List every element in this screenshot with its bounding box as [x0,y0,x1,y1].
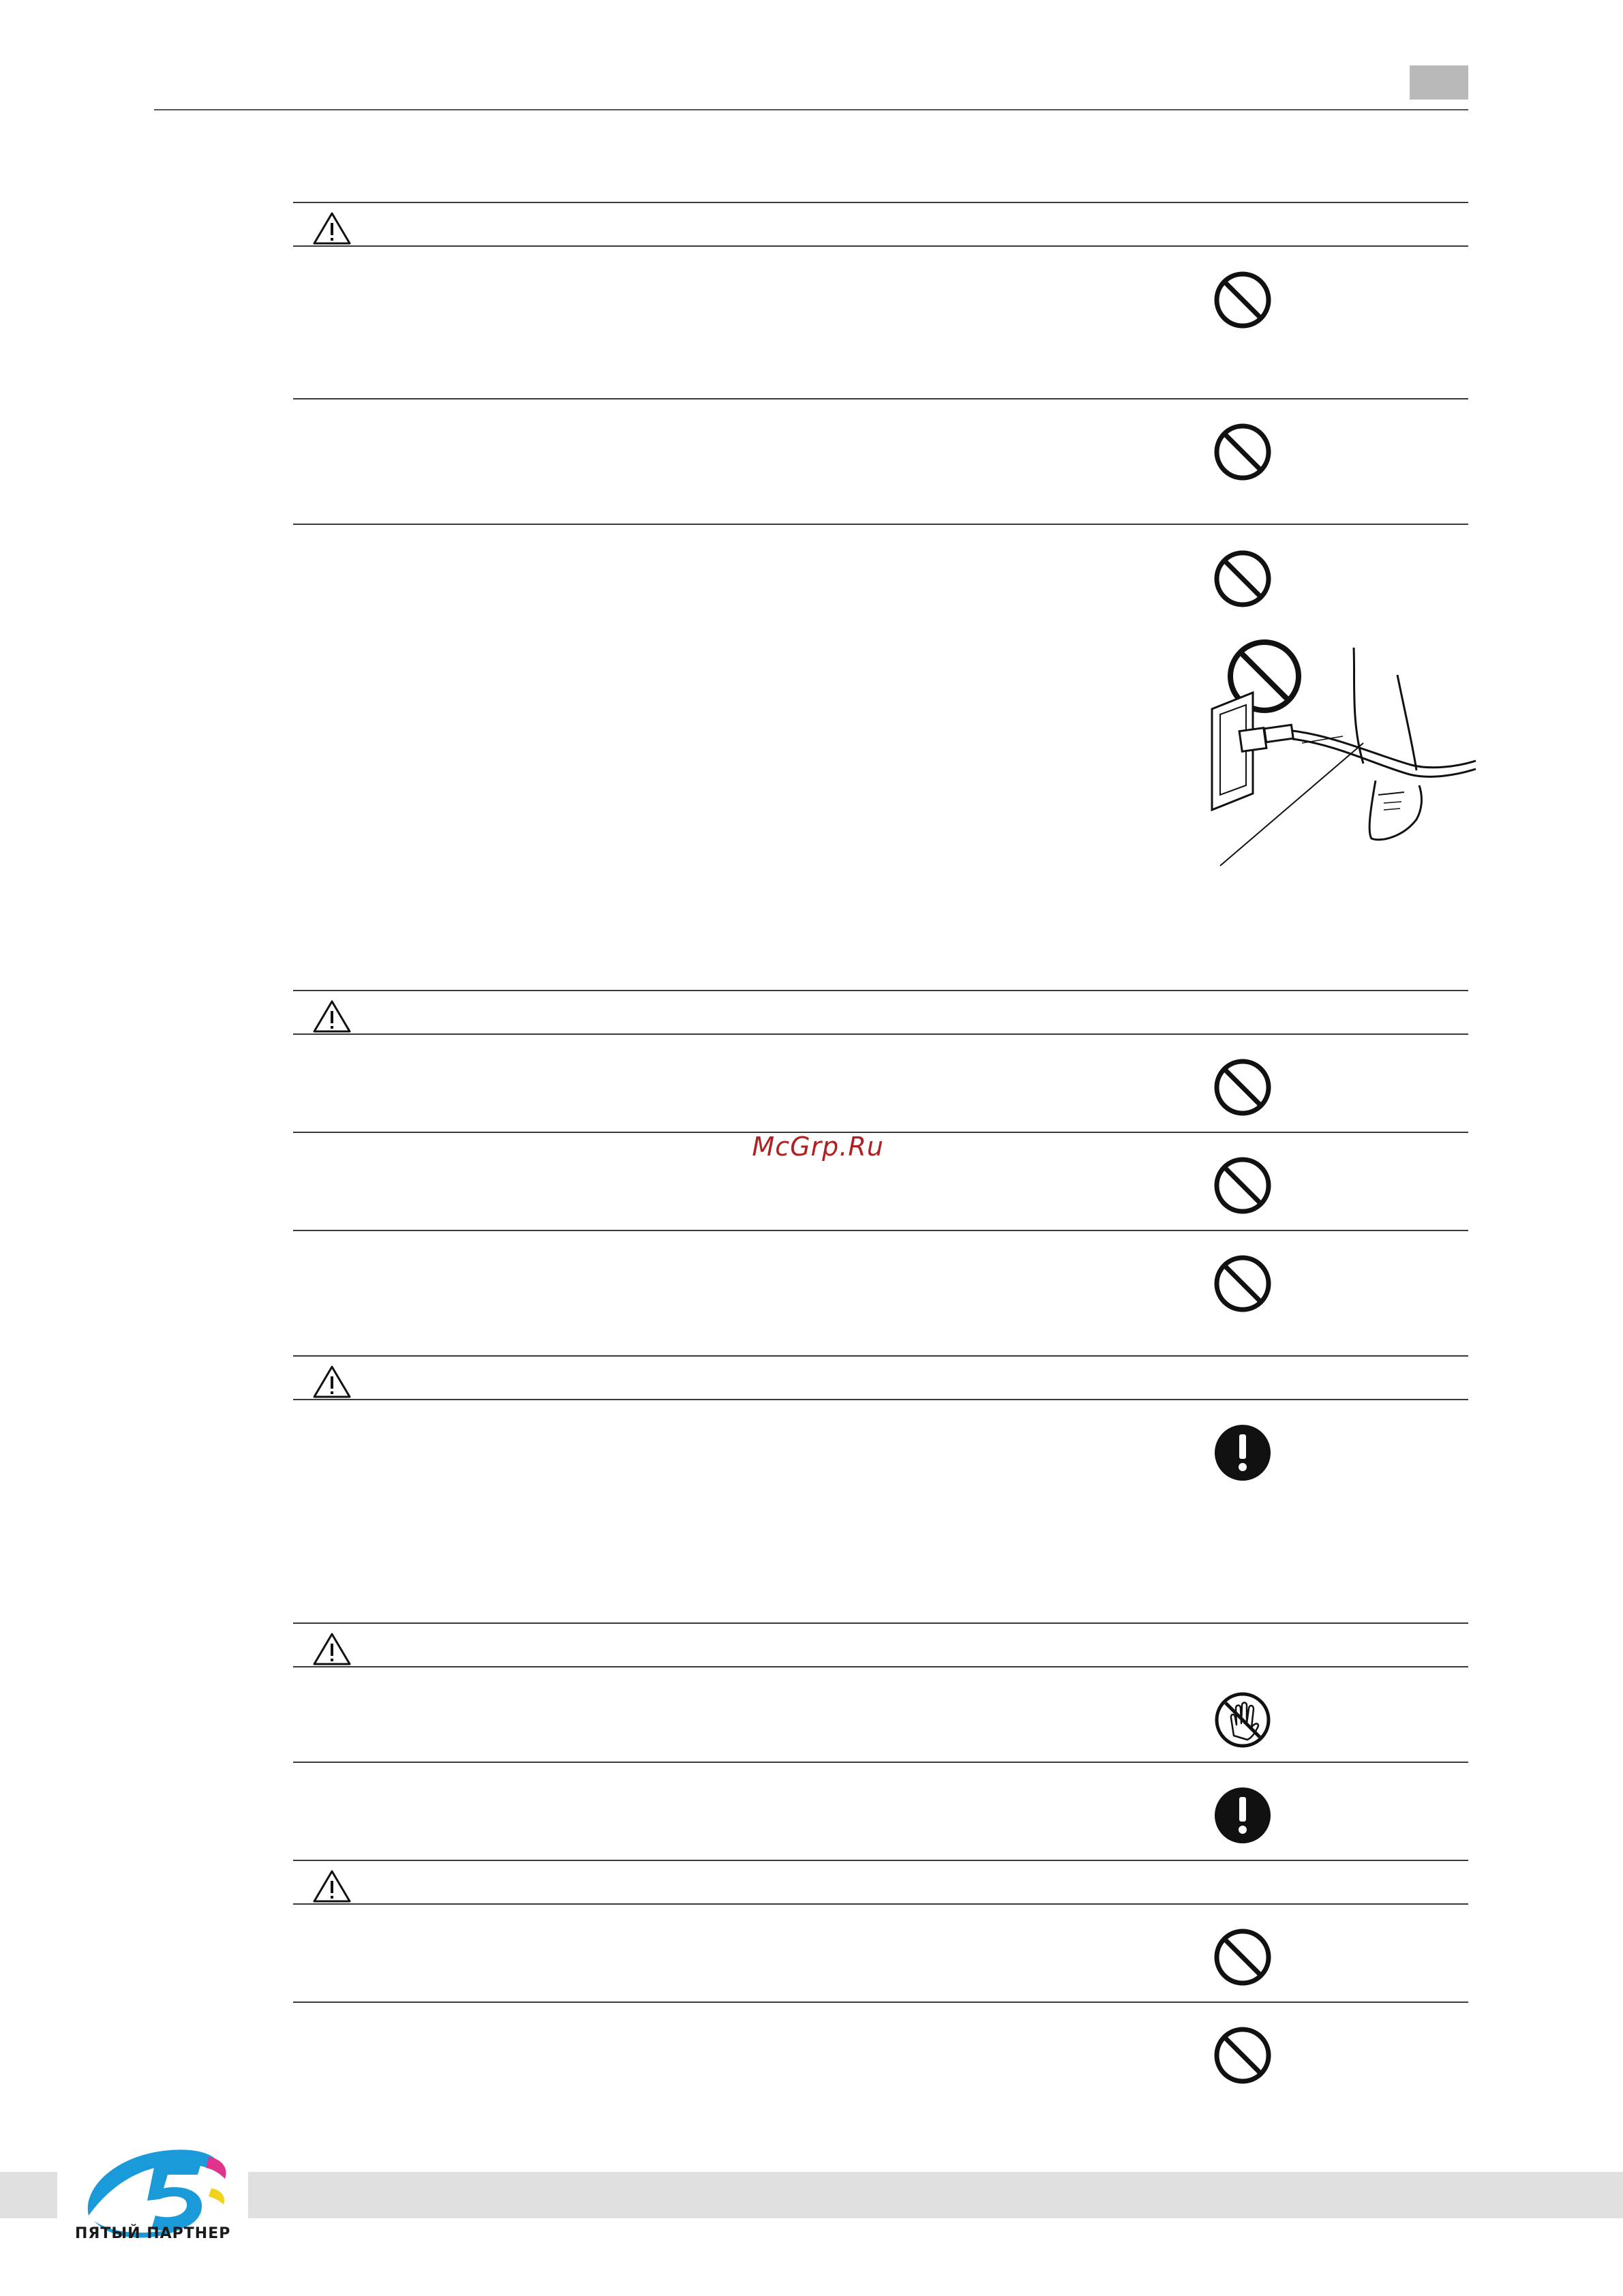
warning-triangle-icon [312,1365,352,1399]
prohibition-icon [1213,1254,1272,1313]
section-3-header-rule [293,1399,1468,1400]
prohibition-icon [1213,549,1272,608]
prohibition-icon [1213,1058,1272,1117]
warning-triangle-icon [312,999,352,1033]
prohibition-icon [1213,423,1272,481]
prohibition-icon [1213,1156,1272,1215]
warning-triangle-icon [312,1632,352,1666]
header-rule [154,109,1468,110]
row-divider [293,1762,1468,1763]
section-5-top-rule [293,1860,1468,1861]
cord-trip-illustration [1200,634,1479,873]
warning-triangle-icon [312,211,352,245]
footer-band-right [248,2172,1623,2218]
exclamation-mandatory-icon [1213,1786,1272,1845]
exclamation-mandatory-icon [1213,1423,1272,1482]
partner-brand-text: ПЯТЫЙ ПАРТНЕР [75,2225,231,2242]
section-1-top-rule [293,202,1468,203]
prohibition-icon [1213,271,1272,329]
prohibition-icon [1213,1928,1272,1987]
watermark: McGrp.Ru [752,1132,884,1162]
page-number-chip [1410,65,1468,100]
prohibition-icon [1213,2026,1272,2085]
footer-band-left [0,2172,57,2218]
section-1-header-rule [293,245,1468,247]
row-divider [293,524,1468,525]
warning-triangle-icon [312,1869,352,1903]
section-4-top-rule [293,1622,1468,1624]
no-wet-hands-icon [1213,1691,1272,1749]
section-2-top-rule [293,990,1468,991]
section-3-top-rule [293,1355,1468,1357]
section-5-header-rule [293,1903,1468,1905]
section-4-header-rule [293,1666,1468,1667]
row-divider [293,2002,1468,2003]
section-2-header-rule [293,1033,1468,1035]
row-divider [293,398,1468,399]
row-divider [293,1230,1468,1231]
